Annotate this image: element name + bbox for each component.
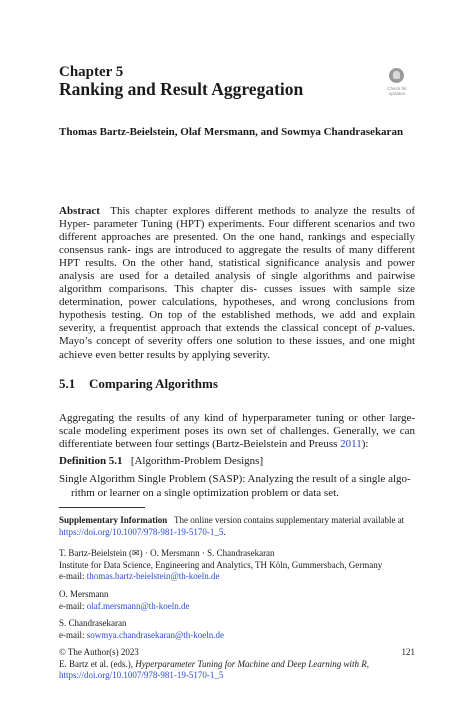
email-link[interactable]: olaf.mersmann@th-koeln.de: [86, 600, 190, 611]
supplementary-label: Supplementary Information: [59, 515, 168, 525]
abstract-line: approaches are presented. On the one hand, rankings and especially consensus rank-: [59, 231, 415, 257]
abstract-line: parameter Tuning (HPT) experiments. Four different scenarios and two different: [59, 218, 415, 244]
affiliation-block: T. Bartz-Beielstein (✉) · O. Mersmann · S. Chandrasekaran Institute for Data Science, Engineering and Analytics, TH Köln, Gummersbach, Germany e-mail: thomas.bartz-beielstein@th-koeln.de: [59, 548, 383, 581]
abstract-line: might achieve even better results by applying severity.: [59, 335, 415, 361]
copyright-block: © The Author(s) 2023 E. Bartz et al. (eds.), Hyperparameter Tuning for Machine and Deep Learning with R, https://doi.org/10.1007/978-981-19-5170-1_5: [59, 647, 369, 680]
sasp-line: Single Algorithm Single Problem (SASP): Analyzing the result of a single algo-: [59, 473, 411, 485]
chapter-label: Chapter 5: [59, 64, 124, 80]
abstract-line: cusses issues with sample size determination, power calculations, hypotheses, and: [59, 283, 415, 309]
author-list: Thomas Bartz-Beielstein, Olaf Mersmann, and Sowmya Chandrasekaran: [59, 126, 404, 138]
book-title: Hyperparameter Tuning for Machine and Deep Learning with R: [135, 658, 367, 669]
abstract-label: Abstract: [59, 205, 100, 217]
sasp-line: rithm or learner on a single optimization problem or data set.: [71, 486, 339, 499]
abstract-line: -values. Mayo’s concept of severity offers one solution to these issues, and one: [59, 322, 415, 348]
abstract-line: analysis of single algorithms and pairwise algorithm comparisons. This chapter dis-: [59, 270, 415, 296]
abstract-line: of: [361, 322, 375, 335]
supplementary-doi-link[interactable]: https://doi.org/10.1007/978-981-19-5170-1_5: [59, 526, 224, 537]
section-number: 5.1: [59, 376, 76, 391]
supplementary-info: Supplementary Information The online version contains supplementary material available at https://doi.org/10.1007/978-981-19-5170-1_5.: [59, 515, 405, 537]
section-heading: [59, 376, 218, 392]
definition-text: [Algorithm-Problem Designs]: [130, 455, 264, 467]
footnote-divider: [59, 507, 145, 508]
sasp-item: [59, 473, 415, 500]
abstract-p-italic: p: [374, 322, 381, 335]
page-number: 121: [401, 647, 415, 657]
abstract-line: ings are introduced to aggregate the results of many different HPT results. On the: [59, 244, 415, 270]
body-paragraph: Aggregating the results of any kind of hyperparameter tuning or other large-scale modeling experiment poses its own set of challenges. Generally, we can differentiate between four settings (Bartz-Beielstein and Preuss 2011):: [59, 412, 416, 451]
abstract-line: This chapter explores different methods to analyze the results of Hyper-: [59, 205, 415, 231]
definition: [59, 455, 263, 467]
check-for-updates-label: Check for updates: [387, 86, 407, 96]
email-link[interactable]: thomas.bartz-beielstein@th-koeln.de: [86, 571, 220, 581]
abstract-line: add and explain severity, a frequentist approach that extends the classical concept: [59, 309, 416, 335]
chapter-title: Ranking and Result Aggregation: [59, 79, 304, 99]
abstract-line: wrong conclusions from hypothesis testing. On top of the established methods, we: [59, 296, 415, 322]
citation-link[interactable]: 2011: [340, 438, 362, 451]
abstract-line: other hand, statistical significance analysis and power analysis are used for a detailed: [59, 257, 415, 283]
email-link[interactable]: sowmya.chandrasekaran@th-koeln.de: [86, 629, 224, 640]
affiliation-block: S. Chandrasekaran e-mail: sowmya.chandrasekaran@th-koeln.de: [59, 618, 224, 640]
chapter-doi-link[interactable]: https://doi.org/10.1007/978-981-19-5170-1_5: [59, 670, 224, 680]
abstract: [59, 205, 415, 362]
definition-label: Definition 5.1: [59, 455, 123, 467]
check-for-updates-icon: [389, 68, 404, 83]
affiliation-block: O. Mersmann e-mail: olaf.mersmann@th-koeln.de: [59, 589, 190, 611]
section-title: Comparing Algorithms: [89, 376, 218, 391]
check-for-updates-badge[interactable]: [381, 66, 413, 100]
